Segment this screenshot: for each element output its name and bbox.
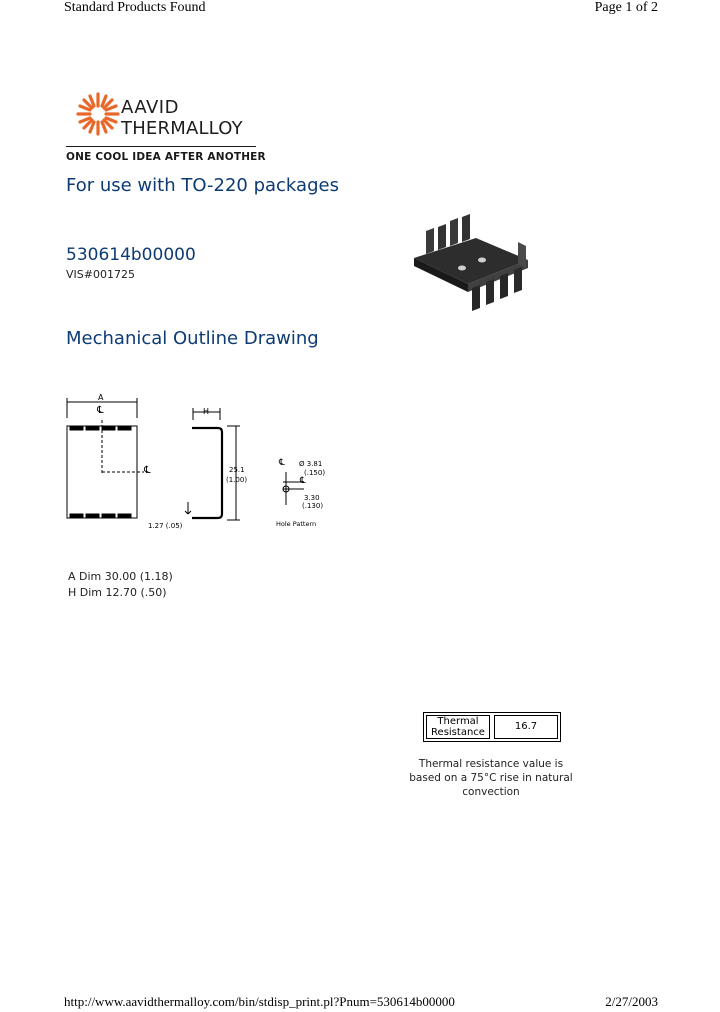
thermal-resistance-value: 16.7 bbox=[494, 715, 558, 739]
footer-date: 2/27/2003 bbox=[605, 994, 658, 1009]
dim-label-a: A bbox=[98, 393, 104, 402]
dim-label-h: H bbox=[203, 407, 210, 416]
hole-dia-in: (.150) bbox=[304, 469, 326, 477]
thermal-resistance-label bbox=[426, 715, 490, 739]
hole-centerline-label: ℄ bbox=[279, 458, 285, 468]
logo-brand-line1: AAVID bbox=[121, 97, 179, 118]
centerline-label-side: ℄ bbox=[144, 465, 151, 476]
a-dimension: A Dim 30.00 (1.18) bbox=[68, 570, 173, 583]
heatsink-photo bbox=[406, 208, 534, 318]
page-header-title: Standard Products Found bbox=[64, 0, 206, 15]
part-number: 530614b00000 bbox=[66, 245, 196, 265]
hole-pos-mm: 3.30 bbox=[304, 494, 320, 502]
thickness-label: 1.27 (.05) bbox=[148, 522, 183, 530]
logo-tagline: ONE COOL IDEA AFTER ANOTHER bbox=[66, 151, 266, 163]
vis-number: VIS#001725 bbox=[66, 268, 135, 281]
mechanical-outline-heading: Mechanical Outline Drawing bbox=[66, 328, 319, 349]
height-mm: 25.1 bbox=[229, 466, 245, 474]
aavid-sunburst-logo-icon bbox=[74, 90, 122, 138]
logo-brand-line2: THERMALLOY bbox=[121, 118, 243, 139]
footer-url[interactable]: http://www.aavidthermalloy.com/bin/stdisp_print.pl?Pnum=530614b00000 bbox=[64, 994, 455, 1009]
centerline-label-top: ℄ bbox=[97, 405, 104, 416]
logo-divider bbox=[66, 146, 256, 147]
thermal-resistance-table bbox=[423, 712, 561, 742]
hole-dia-mm: Ø 3.81 bbox=[299, 460, 323, 468]
thermal-label-line1: Thermal bbox=[437, 716, 479, 727]
h-dimension: H Dim 12.70 (.50) bbox=[68, 586, 167, 599]
thermal-label-line2: Resistance bbox=[431, 727, 485, 738]
hole-pattern-label: Hole Pattern bbox=[276, 520, 317, 528]
product-title: For use with TO-220 packages bbox=[66, 175, 339, 196]
thermal-note: Thermal resistance value is based on a 75°C rise in natural convection bbox=[409, 758, 573, 798]
page-number: Page 1 of 2 bbox=[594, 0, 658, 15]
hole-centerline-label-2: ℄ bbox=[300, 476, 306, 486]
hole-pos-in: (.130) bbox=[302, 502, 324, 510]
height-in: (1.00) bbox=[226, 476, 248, 484]
